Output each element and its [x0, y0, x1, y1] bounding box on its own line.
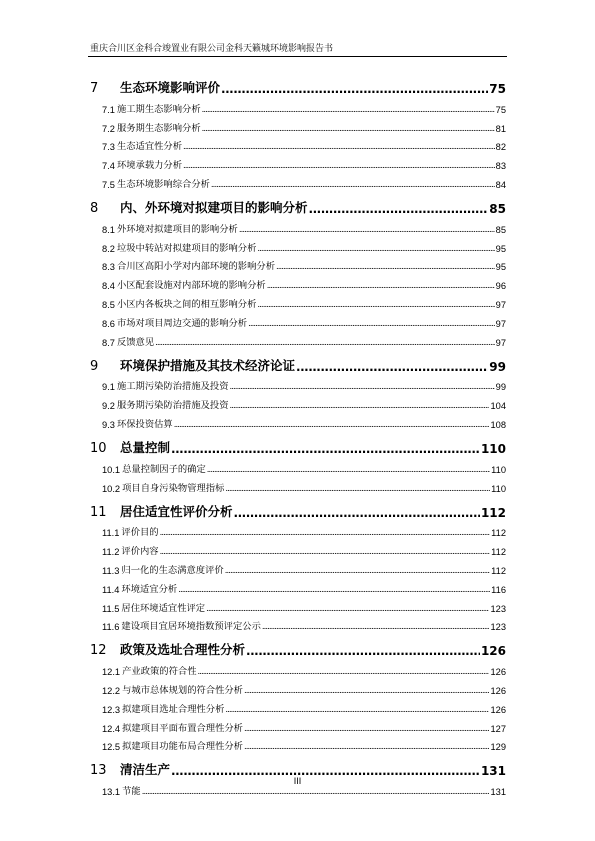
toc-dot-leader — [206, 603, 489, 614]
toc-entry-number: 11 — [90, 504, 107, 520]
toc-entry-number: 10.2 — [102, 483, 121, 494]
toc-section-entry[interactable] — [90, 152, 506, 171]
toc-section-entry[interactable] — [90, 392, 506, 411]
toc-entry-page: 126 — [480, 644, 506, 659]
toc-entry-page: 97 — [495, 318, 506, 329]
toc-dot-leader — [267, 280, 495, 291]
toc-dot-leader — [309, 202, 489, 216]
toc-dot-leader — [257, 243, 494, 254]
toc-dot-leader — [171, 442, 480, 456]
toc-entry-title: 评价内容 — [121, 546, 159, 558]
toc-section-entry[interactable] — [90, 475, 506, 494]
toc-entry-number: 13 — [90, 763, 107, 779]
toc-dot-leader — [230, 400, 490, 411]
toc-entry-number: 8.5 — [102, 299, 115, 310]
toc-entry-number: 7 — [90, 81, 99, 96]
toc-dot-leader — [239, 224, 495, 235]
toc-dot-leader — [225, 483, 490, 494]
toc-entry-page: 112 — [491, 565, 506, 576]
toc-entry-page: 110 — [480, 441, 506, 456]
toc-entry-page: 75 — [489, 82, 506, 96]
toc-entry-page: 131 — [490, 787, 506, 798]
toc-entry-number: 8.7 — [102, 337, 115, 348]
toc-entry-title: 拟建项目功能布局合理性分析 — [122, 741, 243, 753]
toc-entry-number: 9 — [90, 358, 99, 374]
toc-entry-title: 建设项目宜居环境指数预评定公示 — [121, 621, 261, 633]
toc-entry-page: 108 — [490, 419, 506, 430]
toc-entry-number: 10 — [90, 440, 107, 456]
toc-section-entry[interactable] — [90, 734, 506, 753]
toc-dot-leader — [244, 741, 490, 752]
toc-entry-title: 项目自身污染物管理指标 — [122, 482, 225, 494]
toc-entry-title: 环保投资估算 — [116, 418, 173, 430]
toc-entry-title: 清洁生产 — [120, 762, 171, 778]
page-number: III — [293, 776, 302, 786]
toc-entry-page: 129 — [490, 742, 506, 753]
toc-entry-number: 9.1 — [102, 382, 115, 393]
toc-entry-title: 政策及选址合理性分析 — [120, 642, 246, 658]
toc-dot-leader — [257, 299, 494, 310]
toc-dot-leader — [225, 565, 490, 576]
toc-dot-leader — [155, 337, 495, 348]
toc-entry-number: 8.6 — [102, 318, 115, 329]
toc-entry-title: 生态环境影响评价 — [120, 80, 221, 95]
toc-entry-title: 归一化的生态满意度评价 — [121, 564, 224, 576]
toc-entry-title: 环境适宜分析 — [121, 583, 178, 595]
toc-entry-number: 8 — [90, 200, 99, 216]
toc-entry-number: 7.4 — [102, 161, 115, 172]
toc-chapter-entry[interactable] — [90, 430, 506, 456]
toc-section-entry[interactable] — [90, 329, 506, 348]
toc-section-entry[interactable] — [90, 715, 506, 734]
toc-entry-page: 99 — [495, 382, 506, 393]
toc-entry-number: 12.5 — [102, 742, 121, 753]
toc-entry-number: 8.4 — [102, 281, 115, 292]
toc-entry-page: 81 — [495, 123, 506, 134]
toc-section-entry[interactable] — [90, 456, 506, 475]
toc-dot-leader — [248, 318, 495, 329]
toc-section-entry[interactable] — [90, 216, 506, 235]
toc-entry-title: 节能 — [122, 786, 141, 798]
toc-entry-number: 9.2 — [102, 401, 115, 412]
table-of-contents — [90, 70, 506, 797]
toc-entry-number: 11.2 — [102, 547, 120, 558]
toc-entry-title: 施工期生态影响分析 — [116, 103, 201, 115]
toc-dot-leader — [160, 527, 491, 538]
toc-entry-number: 8.2 — [102, 243, 115, 254]
toc-entry-title: 合川区高阳小学对内部环境的影响分析 — [116, 261, 275, 273]
toc-section-entry[interactable] — [90, 595, 506, 614]
toc-entry-title: 生态环境影响综合分析 — [116, 178, 210, 190]
toc-entry-title: 居住适宜性评价分析 — [120, 503, 233, 519]
toc-entry-number: 11.4 — [102, 584, 120, 595]
toc-dot-leader — [202, 104, 495, 115]
toc-entry-title: 垃圾中转站对拟建项目的影响分析 — [116, 242, 257, 254]
toc-entry-title: 产业政策的符合性 — [122, 666, 197, 678]
toc-entry-number: 10.1 — [102, 464, 121, 475]
toc-section-entry[interactable] — [90, 614, 506, 633]
toc-section-entry[interactable] — [90, 374, 506, 393]
toc-chapter-entry[interactable] — [90, 348, 506, 374]
page-header: 重庆合川区金科合竣置业有限公司金科天籁城环境影响报告书 — [90, 44, 334, 54]
toc-entry-number: 12 — [90, 643, 107, 659]
toc-entry-title: 小区配套设施对内部环境的影响分析 — [116, 280, 266, 292]
toc-chapter-entry[interactable] — [90, 752, 506, 778]
toc-dot-leader — [202, 123, 495, 134]
toc-entry-page: 110 — [491, 483, 506, 494]
toc-section-entry[interactable] — [90, 520, 506, 539]
toc-entry-page: 96 — [495, 281, 506, 292]
toc-entry-title: 总量控制 — [120, 439, 171, 455]
toc-entry-page: 85 — [495, 224, 506, 235]
toc-entry-number: 12.2 — [102, 685, 121, 696]
toc-entry-number: 8.3 — [102, 262, 115, 273]
toc-entry-title: 环境保护措施及其技术经济论证 — [120, 357, 296, 373]
toc-dot-leader — [225, 704, 489, 715]
toc-dot-leader — [183, 160, 495, 171]
toc-entry-number: 7.3 — [102, 142, 115, 153]
toc-entry-title: 服务期生态影响分析 — [116, 122, 201, 134]
toc-chapter-entry[interactable] — [90, 190, 506, 216]
toc-section-entry[interactable] — [90, 272, 506, 291]
toc-entry-number: 11.3 — [102, 565, 120, 576]
toc-dot-leader — [244, 685, 490, 696]
toc-dot-leader — [207, 464, 490, 475]
toc-entry-page: 99 — [489, 359, 506, 374]
toc-dot-leader — [221, 82, 488, 96]
toc-chapter-entry[interactable] — [90, 632, 506, 658]
toc-entry-title: 服务期污染防治措施及投资 — [116, 400, 229, 412]
toc-entry-number: 12.1 — [102, 667, 121, 678]
toc-section-entry[interactable] — [90, 658, 506, 677]
toc-entry-title: 施工期污染防治措施及投资 — [116, 381, 229, 393]
toc-entry-number: 7.5 — [102, 179, 115, 190]
toc-entry-title: 评价目的 — [121, 527, 159, 539]
toc-dot-leader — [234, 506, 480, 520]
toc-dot-leader — [246, 644, 480, 658]
toc-entry-page: 85 — [489, 201, 506, 216]
toc-entry-title: 内、外环境对拟建项目的影响分析 — [120, 199, 308, 215]
toc-section-entry[interactable] — [90, 134, 506, 153]
toc-entry-page: 84 — [495, 179, 506, 190]
toc-entry-page: 75 — [495, 104, 506, 115]
toc-entry-page: 82 — [495, 142, 506, 153]
toc-entry-page: 97 — [495, 337, 506, 348]
toc-section-entry[interactable] — [90, 557, 506, 576]
toc-entry-number: 8.1 — [102, 224, 115, 235]
toc-entry-page: 126 — [490, 704, 506, 715]
toc-section-entry[interactable] — [90, 677, 506, 696]
toc-section-entry[interactable] — [90, 576, 506, 595]
toc-entry-title: 总量控制因子的确定 — [122, 463, 206, 475]
toc-entry-page: 110 — [491, 464, 506, 475]
toc-entry-page: 123 — [490, 603, 506, 614]
toc-dot-leader — [211, 179, 495, 190]
toc-chapter-entry[interactable] — [90, 494, 506, 520]
toc-chapter-entry[interactable] — [90, 70, 506, 96]
toc-entry-page: 97 — [495, 299, 506, 310]
toc-dot-leader — [183, 141, 495, 152]
toc-section-entry[interactable] — [90, 310, 506, 329]
toc-entry-page: 112 — [491, 547, 506, 558]
toc-entry-number: 7.2 — [102, 123, 115, 134]
toc-entry-page: 123 — [490, 622, 506, 633]
toc-entry-page: 95 — [495, 262, 506, 273]
toc-entry-number: 11.5 — [102, 603, 120, 614]
toc-entry-number: 12.4 — [102, 723, 121, 734]
toc-dot-leader — [296, 360, 488, 374]
toc-entry-number: 13.1 — [102, 787, 121, 798]
toc-entry-number: 9.3 — [102, 419, 115, 430]
toc-section-entry[interactable] — [90, 96, 506, 115]
toc-dot-leader — [160, 546, 491, 557]
toc-entry-title: 拟建项目平面布置合理性分析 — [122, 722, 243, 734]
toc-entry-number: 11.6 — [102, 622, 120, 633]
toc-entry-title: 居住环境适宜性评定 — [121, 602, 206, 614]
toc-dot-leader — [178, 584, 490, 595]
header-divider — [88, 56, 507, 57]
toc-entry-title: 小区内各板块之间的相互影响分析 — [116, 298, 257, 310]
toc-section-entry[interactable] — [90, 291, 506, 310]
toc-section-entry[interactable] — [90, 115, 506, 134]
toc-section-entry[interactable] — [90, 171, 506, 190]
toc-section-entry[interactable] — [90, 696, 506, 715]
toc-section-entry[interactable] — [90, 538, 506, 557]
toc-entry-title: 环境承载力分析 — [116, 160, 183, 172]
toc-dot-leader — [276, 261, 495, 272]
toc-entry-page: 131 — [480, 764, 506, 779]
toc-dot-leader — [198, 666, 490, 677]
toc-entry-title: 市场对项目周边交通的影响分析 — [116, 317, 248, 329]
toc-entry-page: 112 — [491, 528, 506, 539]
toc-section-entry[interactable] — [90, 235, 506, 254]
toc-entry-page: 83 — [495, 161, 506, 172]
toc-dot-leader — [262, 621, 490, 632]
toc-entry-title: 生态适宜性分析 — [116, 141, 183, 153]
toc-entry-page: 112 — [480, 505, 506, 520]
toc-dot-leader — [244, 723, 490, 734]
toc-entry-title: 反馈意见 — [116, 336, 155, 348]
toc-section-entry[interactable] — [90, 254, 506, 273]
toc-entry-title: 拟建项目选址合理性分析 — [122, 703, 225, 715]
toc-entry-number: 12.3 — [102, 704, 121, 715]
toc-entry-page: 126 — [490, 667, 506, 678]
toc-entry-title: 与城市总体规划的符合性分析 — [122, 684, 243, 696]
toc-entry-page: 126 — [490, 685, 506, 696]
toc-dot-leader — [142, 786, 490, 797]
toc-entry-page: 127 — [490, 723, 506, 734]
toc-dot-leader — [174, 419, 490, 430]
toc-entry-page: 95 — [495, 243, 506, 254]
toc-dot-leader — [230, 381, 495, 392]
toc-entry-page: 116 — [491, 584, 506, 595]
toc-entry-title: 外环境对拟建项目的影响分析 — [116, 223, 238, 235]
toc-entry-number: 11.1 — [102, 528, 120, 539]
toc-entry-number: 7.1 — [102, 104, 115, 115]
toc-entry-page: 104 — [490, 401, 506, 412]
toc-section-entry[interactable] — [90, 411, 506, 430]
